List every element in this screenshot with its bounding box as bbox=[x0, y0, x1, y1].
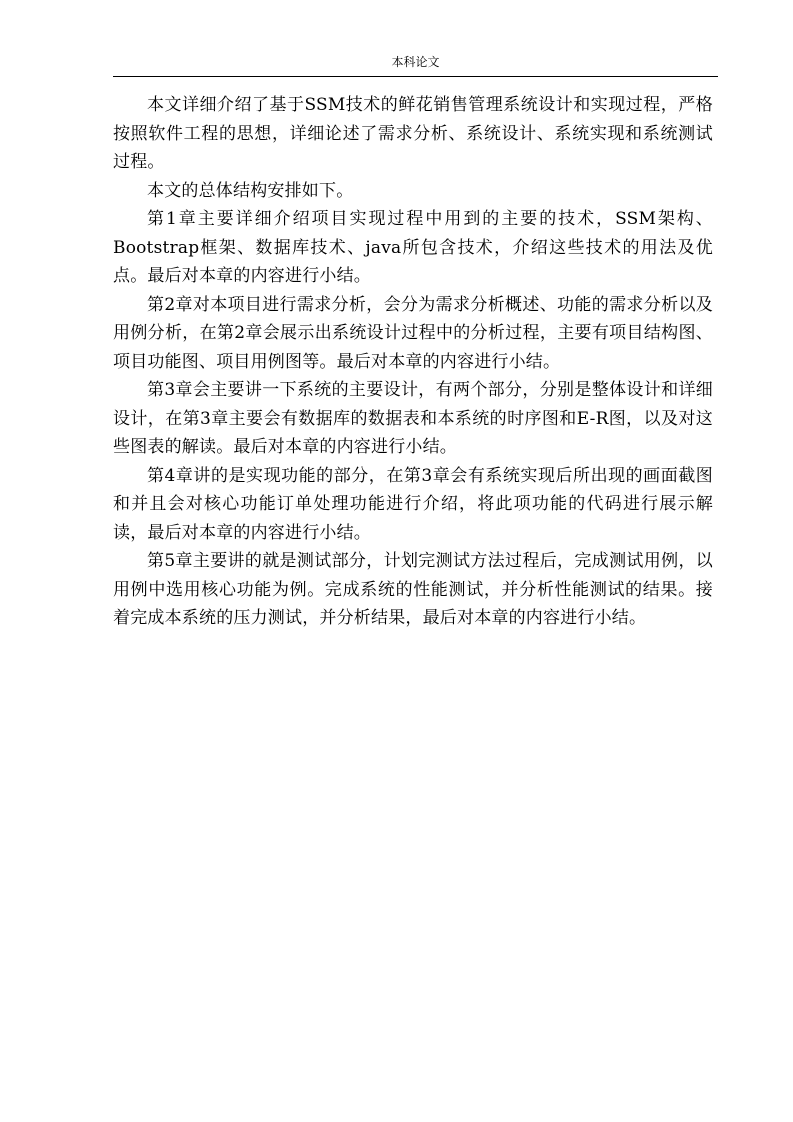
paragraph-chapter-4: 第4章讲的是实现功能的部分，在第3章会有系统实现后所出现的画面截图和并且会对核心功能订单处理功能进行介绍，将此项功能的代码进行展示解读，最后对本章的内容进行小结。 bbox=[113, 465, 713, 543]
running-header: 本科论文 bbox=[113, 51, 718, 77]
body-text bbox=[113, 91, 713, 633]
paragraph-chapter-1: 第1章主要详细介绍项目实现过程中用到的主要的技术，SSM架构、Bootstrap框架、数据库技术、java所包含技术，介绍这些技术的用法及优点。最后对本章的内容进行小结。 bbox=[113, 209, 713, 286]
paragraph-chapter-2: 第2章对本项目进行需求分析，会分为需求分析概述、功能的需求分析以及用例分析，在第2章会展示出系统设计过程中的分析过程，主要有项目结构图、项目功能图、项目用例图等。最后对本章的内容进行小结。 bbox=[113, 294, 713, 372]
paragraph-structure-overview: 本文的总体结构安排如下。 bbox=[147, 180, 354, 201]
paragraph-intro: 本文详细介绍了基于SSM技术的鲜花销售管理系统设计和实现过程，严格按照软件工程的思想，详细论述了需求分析、系统设计、系统实现和系统测试过程。 bbox=[113, 95, 713, 172]
paragraph-chapter-5: 第5章主要讲的就是测试部分，计划完测试方法过程后，完成测试用例，以用例中选用核心功能为例。完成系统的性能测试，并分析性能测试的结果。接着完成本系统的压力测试，并分析结果，最后对本章的内容进行小结。 bbox=[113, 551, 713, 628]
paragraph-chapter-3: 第3章会主要讲一下系统的主要设计，有两个部分，分别是整体设计和详细设计，在第3章主要会有数据库的数据表和本系统的时序图和E-R图，以及对这些图表的解读。最后对本章的内容进行小结。 bbox=[113, 380, 713, 457]
